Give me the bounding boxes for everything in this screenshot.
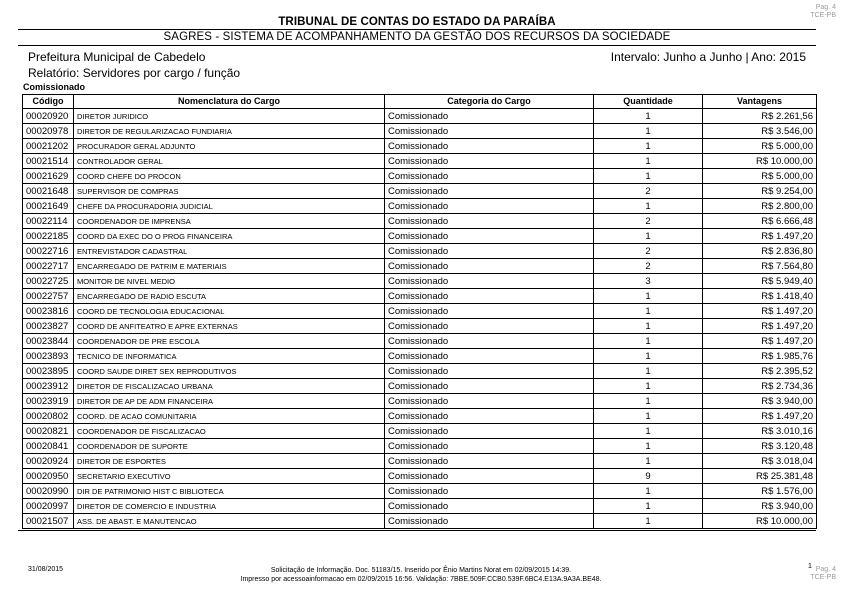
page-stamp-label: Pag. 4 [815, 4, 836, 11]
cell-quantity: 3 [594, 274, 703, 289]
cell-category: Comissionado [385, 364, 594, 379]
cell-earnings: R$ 3.010,16 [703, 424, 817, 439]
table-row [23, 424, 817, 439]
cell-code: 00023895 [23, 364, 74, 379]
cell-earnings: R$ 3.120,48 [703, 439, 817, 454]
cell-earnings: R$ 3.018,04 [703, 454, 817, 469]
cell-position-name: DIRETOR DE ESPORTES [74, 454, 385, 469]
cell-code: 00020802 [23, 409, 74, 424]
cell-code: 00020821 [23, 424, 74, 439]
table-row [23, 319, 817, 334]
footer-divider [18, 530, 816, 531]
cell-category: Comissionado [385, 319, 594, 334]
cell-category: Comissionado [385, 454, 594, 469]
cell-code: 00021514 [23, 154, 74, 169]
table-row [23, 454, 817, 469]
cell-earnings: R$ 1.497,20 [703, 319, 817, 334]
table-row [23, 244, 817, 259]
cell-quantity: 1 [594, 124, 703, 139]
cell-quantity: 2 [594, 259, 703, 274]
column-header-code: Código [23, 95, 74, 109]
title-divider [18, 29, 816, 30]
cell-earnings: R$ 1.497,20 [703, 229, 817, 244]
cell-quantity: 1 [594, 514, 703, 529]
cell-code: 00023919 [23, 394, 74, 409]
cell-category: Comissionado [385, 424, 594, 439]
cell-position-name: COORD CHEFE DO PROCON [74, 169, 385, 184]
cell-category: Comissionado [385, 334, 594, 349]
footer-validation-info: Impresso por acessoainformacao em 02/09/2015 16:56. Validação: 7BBE.509F.CCB0.539F.6BC4.E13A.9A3A.BE48. [240, 576, 602, 583]
cell-earnings: R$ 10.000,00 [703, 514, 817, 529]
cell-earnings: R$ 2.836,80 [703, 244, 817, 259]
table-row [23, 289, 817, 304]
cell-position-name: DIRETOR DE FISCALIZACAO URBANA [74, 379, 385, 394]
cell-code: 00020978 [23, 124, 74, 139]
cell-code: 00022757 [23, 289, 74, 304]
cell-earnings: R$ 9.254,00 [703, 184, 817, 199]
cell-position-name: TECNICO DE INFORMATICA [74, 349, 385, 364]
cell-earnings: R$ 5.000,00 [703, 139, 817, 154]
cell-quantity: 2 [594, 244, 703, 259]
table-row [23, 274, 817, 289]
cell-position-name: DIRETOR JURIDICO [74, 109, 385, 124]
cell-position-name: COORDENADOR DE FISCALIZACAO [74, 424, 385, 439]
cell-position-name: ASS. DE ABAST. E MANUTENCAO [74, 514, 385, 529]
page-stamp-org: TCE-PB [810, 12, 836, 19]
table-row [23, 334, 817, 349]
cell-quantity: 1 [594, 424, 703, 439]
cell-code: 00020950 [23, 469, 74, 484]
cell-code: 00021649 [23, 199, 74, 214]
cell-code: 00022717 [23, 259, 74, 274]
cell-earnings: R$ 2.261,56 [703, 109, 817, 124]
cell-code: 00023844 [23, 334, 74, 349]
table-row [23, 304, 817, 319]
report-title: TRIBUNAL DE CONTAS DO ESTADO DA PARAÍBA [278, 16, 556, 28]
table-row [23, 169, 817, 184]
cell-earnings: R$ 1.497,20 [703, 334, 817, 349]
cell-position-name: DIR DE PATRIMONIO HIST C BIBLIOTECA [74, 484, 385, 499]
cell-position-name: PROCURADOR GERAL ADJUNTO [74, 139, 385, 154]
cell-quantity: 1 [594, 379, 703, 394]
cell-code: 00022114 [23, 214, 74, 229]
table-row [23, 364, 817, 379]
cell-position-name: SECRETARIO EXECUTIVO [74, 469, 385, 484]
cell-category: Comissionado [385, 184, 594, 199]
cell-earnings: R$ 2.734,36 [703, 379, 817, 394]
cell-earnings: R$ 5.000,00 [703, 169, 817, 184]
cell-code: 00023893 [23, 349, 74, 364]
cell-position-name: ENCARREGADO DE RADIO ESCUTA [74, 289, 385, 304]
cell-category: Comissionado [385, 394, 594, 409]
cell-code: 00023827 [23, 319, 74, 334]
cell-category: Comissionado [385, 409, 594, 424]
cell-position-name: SUPERVISOR DE COMPRAS [74, 184, 385, 199]
positions-table [22, 94, 817, 529]
table-row [23, 379, 817, 394]
cell-earnings: R$ 1.985,76 [703, 349, 817, 364]
cell-quantity: 1 [594, 334, 703, 349]
table-row [23, 514, 817, 529]
cell-earnings: R$ 1.418,40 [703, 289, 817, 304]
cell-category: Comissionado [385, 244, 594, 259]
cell-earnings: R$ 25.381,48 [703, 469, 817, 484]
cell-position-name: COORDENADOR DE IMPRENSA [74, 214, 385, 229]
cell-category: Comissionado [385, 124, 594, 139]
cell-quantity: 1 [594, 499, 703, 514]
cell-position-name: MONITOR DE NIVEL MEDIO [74, 274, 385, 289]
cell-position-name: COORD DA EXEC DO O PROG FINANCEIRA [74, 229, 385, 244]
cell-position-name: DIRETOR DE AP DE ADM FINANCEIRA [74, 394, 385, 409]
cell-category: Comissionado [385, 274, 594, 289]
cell-position-name: COORD DE TECNOLOGIA EDUCACIONAL [74, 304, 385, 319]
cell-earnings: R$ 2.800,00 [703, 199, 817, 214]
cell-quantity: 1 [594, 199, 703, 214]
cell-code: 00021629 [23, 169, 74, 184]
cell-earnings: R$ 2.395,52 [703, 364, 817, 379]
cell-quantity: 1 [594, 349, 703, 364]
page-number: 1 [808, 563, 812, 570]
cell-position-name: ENTREVISTADOR CADASTRAL [74, 244, 385, 259]
cell-quantity: 1 [594, 454, 703, 469]
cell-category: Comissionado [385, 439, 594, 454]
cell-position-name: CHEFE DA PROCURADORIA JUDICIAL [74, 199, 385, 214]
cell-quantity: 1 [594, 229, 703, 244]
report-subtitle: SAGRES - SISTEMA DE ACOMPANHAMENTO DA GESTÃO DOS RECURSOS DA SOCIEDADE [163, 31, 671, 43]
table-row [23, 154, 817, 169]
print-date: 31/08/2015 [28, 566, 64, 573]
cell-quantity: 1 [594, 139, 703, 154]
cell-category: Comissionado [385, 259, 594, 274]
cell-position-name: COORDENADOR DE PRE ESCOLA [74, 334, 385, 349]
cell-position-name: COORD SAUDE DIRET SEX REPRODUTIVOS [74, 364, 385, 379]
table-row [23, 349, 817, 364]
cell-code: 00021507 [23, 514, 74, 529]
cell-category: Comissionado [385, 514, 594, 529]
cell-earnings: R$ 1.576,00 [703, 484, 817, 499]
table-row [23, 439, 817, 454]
cell-earnings: R$ 1.497,20 [703, 409, 817, 424]
cell-category: Comissionado [385, 214, 594, 229]
cell-earnings: R$ 6.666,48 [703, 214, 817, 229]
footer-request-info: Solicitação de Informação. Doc. 51183/15. Inserido por Ênio Martins Norat em 02/09/2015 14:39. [270, 567, 572, 574]
cell-quantity: 1 [594, 484, 703, 499]
cell-earnings: R$ 1.497,20 [703, 304, 817, 319]
table-row [23, 199, 817, 214]
cell-position-name: COORDENADOR DE SUPORTE [74, 439, 385, 454]
cell-quantity: 1 [594, 409, 703, 424]
section-title: Comissionado [23, 82, 86, 92]
organization-name: Prefeitura Municipal de Cabedelo [28, 50, 206, 64]
cell-earnings: R$ 3.940,00 [703, 394, 817, 409]
cell-quantity: 1 [594, 319, 703, 334]
cell-category: Comissionado [385, 139, 594, 154]
cell-earnings: R$ 3.546,00 [703, 124, 817, 139]
cell-code: 00020924 [23, 454, 74, 469]
cell-code: 00022716 [23, 244, 74, 259]
cell-earnings: R$ 7.564,80 [703, 259, 817, 274]
cell-category: Comissionado [385, 199, 594, 214]
cell-category: Comissionado [385, 289, 594, 304]
cell-quantity: 1 [594, 364, 703, 379]
cell-position-name: COORD DE ANFITEATRO E APRE EXTERNAS [74, 319, 385, 334]
subtitle-divider [18, 45, 816, 46]
cell-quantity: 1 [594, 109, 703, 124]
table-row [23, 259, 817, 274]
cell-code: 00020997 [23, 499, 74, 514]
report-name: Relatório: Servidores por cargo / função [28, 66, 241, 80]
cell-code: 00020841 [23, 439, 74, 454]
cell-earnings: R$ 3.940,00 [703, 499, 817, 514]
cell-category: Comissionado [385, 229, 594, 244]
table-header-row [23, 95, 817, 109]
cell-position-name: DIRETOR DE REGULARIZACAO FUNDIARIA [74, 124, 385, 139]
table-row [23, 214, 817, 229]
cell-quantity: 9 [594, 469, 703, 484]
cell-quantity: 1 [594, 169, 703, 184]
cell-category: Comissionado [385, 349, 594, 364]
cell-quantity: 1 [594, 289, 703, 304]
cell-category: Comissionado [385, 499, 594, 514]
page-stamp-org: TCE-PB [810, 574, 836, 581]
table-row [23, 109, 817, 124]
cell-position-name: DIRETOR DE COMERCIO E INDUSTRIA [74, 499, 385, 514]
cell-code: 00021648 [23, 184, 74, 199]
cell-category: Comissionado [385, 469, 594, 484]
cell-quantity: 1 [594, 394, 703, 409]
cell-code: 00023912 [23, 379, 74, 394]
cell-earnings: R$ 5.949,40 [703, 274, 817, 289]
table-row [23, 139, 817, 154]
table-row [23, 229, 817, 244]
table-body [23, 109, 817, 529]
cell-category: Comissionado [385, 154, 594, 169]
table-row [23, 409, 817, 424]
column-header-category: Categoria do Cargo [385, 95, 594, 109]
cell-quantity: 2 [594, 214, 703, 229]
column-header-earnings: Vantagens [703, 95, 817, 109]
interval-label: Intervalo: Junho a Junho | Ano: 2015 [610, 50, 806, 64]
cell-earnings: R$ 10.000,00 [703, 154, 817, 169]
page-stamp-label: Pag. 4 [815, 566, 836, 573]
cell-category: Comissionado [385, 484, 594, 499]
table-row [23, 184, 817, 199]
cell-category: Comissionado [385, 169, 594, 184]
cell-code: 00023816 [23, 304, 74, 319]
table-row [23, 124, 817, 139]
cell-code: 00020920 [23, 109, 74, 124]
cell-code: 00021202 [23, 139, 74, 154]
cell-code: 00020990 [23, 484, 74, 499]
cell-code: 00022185 [23, 229, 74, 244]
cell-code: 00022725 [23, 274, 74, 289]
cell-category: Comissionado [385, 109, 594, 124]
table-row [23, 484, 817, 499]
cell-category: Comissionado [385, 379, 594, 394]
cell-quantity: 1 [594, 154, 703, 169]
cell-quantity: 1 [594, 439, 703, 454]
cell-position-name: COORD. DE ACAO COMUNITARIA [74, 409, 385, 424]
column-header-name: Nomenclatura do Cargo [74, 95, 385, 109]
table-row [23, 499, 817, 514]
cell-category: Comissionado [385, 304, 594, 319]
cell-quantity: 1 [594, 304, 703, 319]
cell-position-name: CONTROLADOR GERAL [74, 154, 385, 169]
cell-position-name: ENCARREGADO DE PATRIM E MATERIAIS [74, 259, 385, 274]
cell-quantity: 2 [594, 184, 703, 199]
table-row [23, 394, 817, 409]
column-header-quantity: Quantidade [594, 95, 703, 109]
table-row [23, 469, 817, 484]
